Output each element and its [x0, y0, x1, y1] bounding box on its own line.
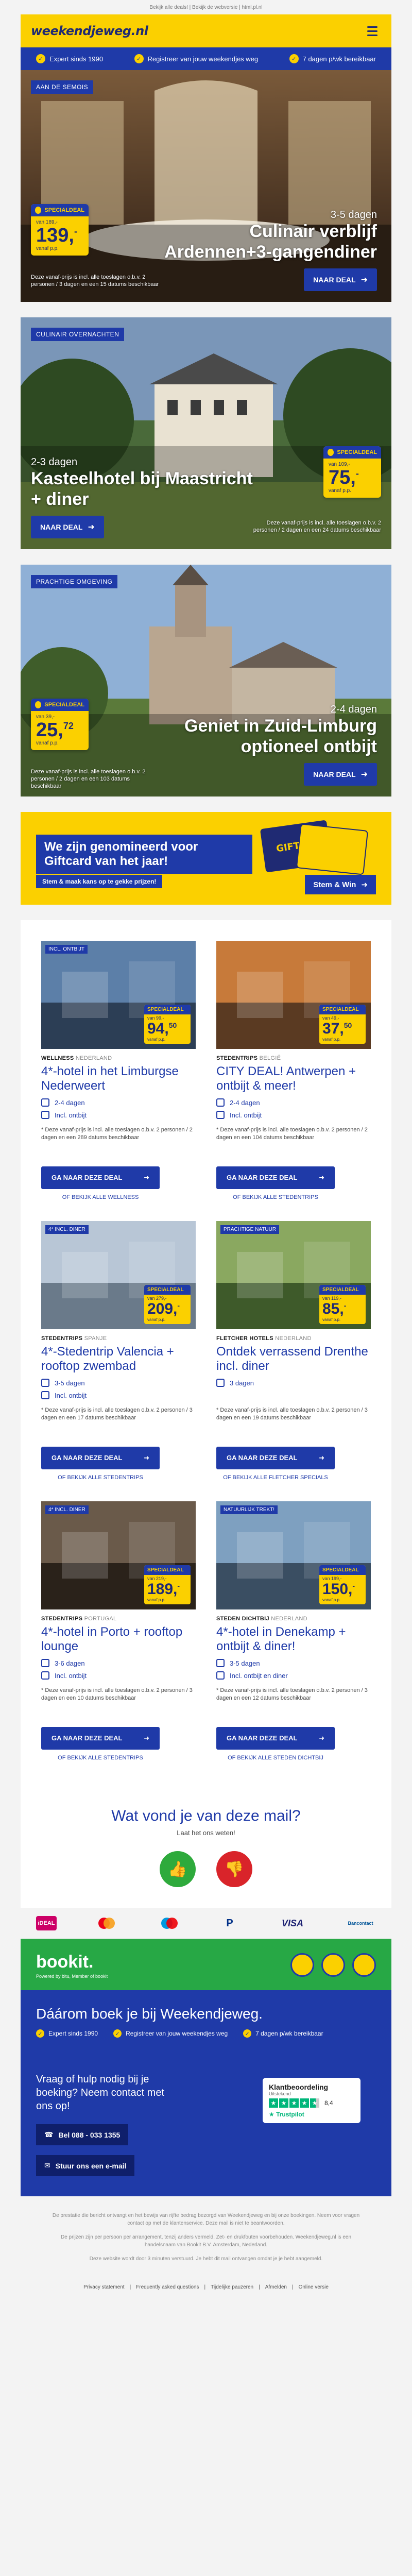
deal-row: [41, 1501, 371, 1761]
deal-image: [216, 1221, 371, 1329]
usp-bar: [21, 47, 391, 70]
payment-methods: [21, 1908, 391, 1939]
specialdeal-label: SPECIALDEAL: [31, 204, 89, 216]
go-to-deal-button[interactable]: GA NAAR DEZE DEAL ➜: [41, 1166, 160, 1189]
specialdeal-label: SPECIALDEAL: [31, 699, 89, 711]
check-icon: ✓: [243, 2029, 251, 2038]
bookit-logo: bookit.: [36, 1952, 94, 1972]
deal-image: [21, 565, 391, 796]
price-badge: [31, 204, 89, 256]
deal-tag: 4* INCL. DINER: [45, 1505, 89, 1514]
usp-item: [134, 54, 259, 63]
price-badge: [319, 1005, 366, 1044]
giftcard-subline: Stem & maak kans op te gekke prijzen!: [36, 875, 162, 888]
deal-card[interactable]: [216, 941, 371, 1200]
deal-button[interactable]: NAAR DEAL ➜: [304, 268, 377, 291]
deal-fine-print: * Deze vanaf-prijs is incl. alle toeslagen o.b.v. 2 personen / 2 dagen en een 289 datums beschikbaar: [41, 1127, 193, 1141]
legal-paragraph: Deze website wordt door 3 minuten verstuurd. Je hebt dit mail ontvangen omdat je je hebt aangemeld.: [89, 2256, 323, 2262]
footer-link[interactable]: Privacy statement: [83, 2284, 125, 2290]
help-text: Vraag of hulp nodig bij je boeking? Neem contact met ons op!: [36, 2074, 165, 2112]
deal-tag: INCL. ONTBIJT: [45, 945, 88, 954]
old-price: van 199,-: [322, 1576, 342, 1581]
price-badge: [323, 446, 381, 498]
legal-text: [21, 2196, 391, 2279]
calendar-icon: [216, 1659, 225, 1667]
price-badge: [319, 1565, 366, 1604]
usp-item: [289, 54, 376, 63]
deal-category: STEDEN DICHTBIJ NEDERLAND: [216, 1616, 307, 1622]
deal-category: STEDENTRIPS BELGIË: [216, 1055, 281, 1061]
deal-feature: 2-4 dagen: [41, 1098, 196, 1107]
deal-tag: PRACHTIGE OMGEVING: [31, 575, 117, 588]
trustpilot-logo: ★ Trustpilot: [269, 2111, 304, 2118]
call-button[interactable]: ☎ Bel 088 - 033 1355: [36, 2124, 128, 2145]
deal-category: STEDENTRIPS PORTUGAL: [41, 1616, 117, 1622]
arrow-right-icon: ➜: [360, 770, 368, 779]
deal-image: [216, 1501, 371, 1609]
specialdeal-label: SPECIALDEAL: [323, 446, 381, 459]
price-amount: 209,-: [147, 1300, 180, 1317]
deal-tag: AAN DE SEMOIS: [31, 80, 93, 94]
go-to-deal-button[interactable]: GA NAAR DEZE DEAL ➜: [216, 1727, 335, 1750]
price-per-person: vanaf p.p.: [329, 488, 351, 494]
footer-link[interactable]: Frequently asked questions: [136, 2284, 199, 2290]
deal-feature: Incl. ontbijt: [41, 1111, 196, 1119]
usp-label: Expert sinds 1990: [49, 55, 104, 63]
go-to-deal-button[interactable]: GA NAAR DEZE DEAL ➜: [216, 1166, 335, 1189]
award-badge-icon: [321, 1953, 345, 1977]
review-title: Klantbeoordeling: [269, 2083, 329, 2091]
giftcard-headline: We zijn genomineerd voor Giftcard van het jaar!: [36, 835, 252, 874]
check-icon: ✓: [36, 54, 45, 63]
deal-tag: PRACHTIGE NATUUR: [220, 1225, 279, 1234]
deal-image: [216, 941, 371, 1049]
deal-note: Deze vanaf-prijs is incl. alle toeslagen o.b.v. 2 personen / 2 dagen en een 24 datums beschikbaar: [253, 520, 381, 533]
deal-image: [41, 1221, 196, 1329]
price-per-person: vanaf p.p.: [147, 1598, 166, 1602]
deal-row: [41, 941, 371, 1200]
star-icon: ★: [289, 2098, 299, 2108]
deal-category: STEDENTRIPS SPANJE: [41, 1335, 107, 1342]
arrow-right-icon: ➜: [144, 1734, 149, 1742]
deal-feature: Incl. ontbijt: [41, 1391, 196, 1399]
deal-copy: [161, 704, 377, 757]
usp-label: Registreer van jouw weekendjes weg: [147, 55, 259, 63]
deal-tag: 4* INCL. DINER: [45, 1225, 89, 1234]
giftcard-card-text: GIFT CARD: [275, 836, 333, 855]
calendar-icon: [216, 1379, 225, 1387]
thumbs-up-icon[interactable]: 👍: [160, 1851, 196, 1887]
preheader[interactable]: Bekijk alle deals! | Bekijk de webversie | html.pl.nl: [0, 0, 412, 14]
meal-icon: [41, 1111, 49, 1119]
star-icon: ★: [279, 2098, 288, 2108]
specialdeal-label: SPECIALDEAL: [144, 1565, 191, 1575]
deal-duration: 2-4 dagen: [330, 704, 377, 715]
deal-title[interactable]: CITY DEAL! Antwerpen + ontbijt & meer!: [216, 1064, 356, 1093]
check-icon: ✓: [113, 2029, 122, 2038]
thumbs-down-icon[interactable]: 👎: [216, 1851, 252, 1887]
deal-image: [21, 317, 391, 549]
specialdeal-label: SPECIALDEAL: [144, 1005, 191, 1014]
deal-feature: 3-6 dagen: [41, 1659, 196, 1667]
meal-icon: [41, 1391, 49, 1399]
deal-feature: 3-5 dagen: [41, 1379, 196, 1387]
badge-icon: [35, 701, 41, 708]
price-per-person: vanaf p.p.: [147, 1037, 166, 1042]
go-to-deal-button[interactable]: GA NAAR DEZE DEAL ➜: [216, 1447, 335, 1469]
arrow-right-icon: ➜: [144, 1174, 149, 1181]
deal-feature: Incl. ontbijt: [41, 1671, 196, 1680]
deal-title: Kasteelhotel bij Maastricht + diner: [31, 469, 253, 509]
deal-title[interactable]: Ontdek verrassend Drenthe incl. diner: [216, 1345, 368, 1373]
trustpilot-widget[interactable]: [263, 2078, 360, 2123]
arrow-right-icon: ➜: [319, 1454, 324, 1462]
deal-copy: [161, 209, 377, 262]
giftcard-banner[interactable]: [21, 812, 391, 905]
menu-icon[interactable]: [364, 22, 381, 40]
meal-icon: [216, 1671, 225, 1680]
old-price: van 279,-: [147, 1296, 167, 1301]
price-amount: 189,-: [147, 1581, 180, 1598]
old-price: van 109,-: [329, 462, 350, 467]
bancontact-icon: Bancontact: [348, 1921, 373, 1926]
badge-icon: [328, 449, 334, 456]
bookit-banner: [21, 1939, 391, 1990]
deal-feature: 3-5 dagen: [216, 1659, 371, 1667]
award-badge-icon: [352, 1953, 376, 1977]
old-price: van 49,-: [322, 1015, 339, 1021]
old-price: van 99,-: [147, 1015, 164, 1021]
logo[interactable]: weekendjeweg.nl: [31, 24, 148, 38]
deal-duration: 2-3 dagen: [31, 456, 78, 468]
deal-category: WELLNESS NEDERLAND: [41, 1055, 112, 1061]
footer-title: Dáárom boek je bij Weekendjeweg.: [36, 2006, 263, 2022]
view-all-link[interactable]: OF BEKIJK ALLE WELLNESS: [62, 1194, 139, 1200]
price-per-person: vanaf p.p.: [36, 246, 59, 251]
old-price: van 189,-: [36, 219, 58, 225]
footer-link[interactable]: Tijdelijke pauzeren: [211, 2284, 254, 2290]
old-price: van 39,-: [36, 714, 55, 720]
price-badge: [144, 1285, 191, 1324]
arrow-right-icon: ➜: [361, 880, 368, 889]
footer-link[interactable]: Online versie: [298, 2284, 329, 2290]
hero-deal[interactable]: [21, 317, 391, 549]
footer-links: Privacy statement | Frequently asked questions | Tijdelijke pauzeren | Afmelden | Online versie: [83, 2284, 329, 2290]
deal-title[interactable]: 4*-hotel in het Limburgse Nederweert: [41, 1064, 179, 1093]
price-amount: 85,-: [322, 1300, 347, 1317]
mastercard-icon: [94, 1916, 119, 1930]
usp-item: ✓ Expert sinds 1990: [36, 2029, 98, 2038]
deal-image: [41, 1501, 196, 1609]
price-badge: [319, 1285, 366, 1324]
deal-feature: Incl. ontbijt en diner: [216, 1671, 371, 1680]
view-all-link[interactable]: OF BEKIJK ALLE STEDENTRIPS: [233, 1194, 318, 1200]
maestro-icon: [157, 1916, 182, 1930]
deal-button[interactable]: NAAR DEAL ➜: [304, 763, 377, 786]
price-badge: [144, 1005, 191, 1044]
deal-feature: 2-4 dagen: [216, 1098, 371, 1107]
deal-fine-print: * Deze vanaf-prijs is incl. alle toeslagen o.b.v. 2 personen / 3 dagen en een 19 datums beschikbaar: [216, 1407, 368, 1421]
vote-button[interactable]: Stem & Win ➜: [305, 875, 376, 894]
price-amount: 37,50: [322, 1020, 352, 1037]
price-amount: 25,72: [36, 719, 74, 741]
bookit-subline: Powered by bitu, Member of bookit: [36, 1974, 108, 1979]
star-icon: ★: [269, 2098, 278, 2108]
ideal-icon: iDEAL: [36, 1916, 57, 1930]
meal-icon: [41, 1671, 49, 1680]
footer-link[interactable]: Afmelden: [265, 2284, 287, 2290]
price-badge: [31, 699, 89, 750]
feedback-section: [21, 1792, 391, 1908]
deal-card[interactable]: [41, 1501, 196, 1761]
deal-button[interactable]: NAAR DEAL ➜: [31, 516, 104, 538]
mail-icon: ✉: [44, 2161, 50, 2170]
price-per-person: vanaf p.p.: [147, 1317, 166, 1322]
feedback-title: Wat vond je van deze mail?: [111, 1807, 301, 1824]
deal-title: Geniet in Zuid-Limburg optioneel ontbijt: [184, 716, 377, 756]
hero-deal[interactable]: [21, 565, 391, 796]
deal-row: [41, 1221, 371, 1481]
deal-fine-print: * Deze vanaf-prijs is incl. alle toeslagen o.b.v. 2 personen / 3 dagen en een 10 datums beschikbaar: [41, 1687, 193, 1701]
deal-note: Deze vanaf-prijs is incl. alle toeslagen o.b.v. 2 personen / 3 dagen en een 15 datums beschikbaar: [31, 274, 159, 287]
calendar-icon: [41, 1379, 49, 1387]
usp-label: 7 dagen p/wk bereikbaar: [302, 55, 376, 63]
footer-contact: [21, 1990, 391, 2196]
review-subtitle: Uitstekend: [269, 2091, 291, 2096]
deal-copy: [31, 456, 268, 510]
star-icon: ★: [300, 2098, 309, 2108]
arrow-right-icon: ➜: [319, 1734, 324, 1742]
phone-icon: ☎: [44, 2130, 54, 2139]
badge-icon: [35, 207, 41, 214]
deal-card[interactable]: [41, 941, 196, 1200]
view-all-link[interactable]: OF BEKIJK ALLE STEDEN DICHTBIJ: [228, 1755, 323, 1761]
arrow-right-icon: ➜: [360, 276, 368, 284]
price-amount: 139,-: [36, 225, 77, 246]
deal-title: Culinair verblijf Ardennen+3-gangendiner: [164, 222, 377, 262]
deal-fine-print: * Deze vanaf-prijs is incl. alle toeslagen o.b.v. 2 personen / 3 dagen en een 12 datums beschikbaar: [216, 1687, 368, 1701]
deal-title[interactable]: 4*-Stedentrip Valencia + rooftop zwembad: [41, 1345, 174, 1373]
deal-category: FLETCHER HOTELS NEDERLAND: [216, 1335, 312, 1342]
deal-grid: [21, 920, 391, 1792]
price-per-person: vanaf p.p.: [322, 1037, 341, 1042]
price-amount: 94,50: [147, 1020, 177, 1037]
giftcard-image: [258, 819, 371, 876]
price-per-person: vanaf p.p.: [322, 1598, 341, 1602]
deal-card[interactable]: [216, 1501, 371, 1761]
specialdeal-label: SPECIALDEAL: [319, 1285, 366, 1295]
price-amount: 75,-: [329, 467, 359, 488]
price-per-person: vanaf p.p.: [322, 1317, 341, 1322]
calendar-icon: [41, 1659, 49, 1667]
specialdeal-label: SPECIALDEAL: [319, 1005, 366, 1014]
deal-title[interactable]: 4*-hotel in Porto + rooftop lounge: [41, 1625, 183, 1653]
specialdeal-label: SPECIALDEAL: [319, 1565, 366, 1575]
review-score: 8,4: [324, 2099, 333, 2107]
view-all-link[interactable]: OF BEKIJK ALLE STEDENTRIPS: [58, 1755, 143, 1761]
usp-item: [36, 54, 103, 63]
specialdeal-label: SPECIALDEAL: [144, 1285, 191, 1295]
legal-paragraph: De prijzen zijn per persoon per arrangement, tenzij anders vermeld. Zet- en drukfouten voorbehouden. Weekendjeweg.nl is een handelsnaam van Bookit B.V. Amsterdam, Nederland.: [60, 2234, 352, 2248]
deal-tag: CULINAIR OVERNACHTEN: [31, 328, 124, 341]
arrow-right-icon: ➜: [88, 523, 95, 532]
view-all-link[interactable]: OF BEKIJK ALLE FLETCHER SPECIALS: [223, 1475, 328, 1481]
deal-card[interactable]: [216, 1221, 371, 1481]
deal-note: Deze vanaf-prijs is incl. alle toeslagen o.b.v. 2 personen / 2 dagen en een 103 datums beschikbaar: [31, 769, 146, 789]
email-button[interactable]: ✉ Stuur ons een e-mail: [36, 2155, 134, 2176]
deal-fine-print: * Deze vanaf-prijs is incl. alle toeslagen o.b.v. 2 personen / 2 dagen en een 104 datums beschikbaar: [216, 1127, 368, 1141]
old-price: van 219,-: [147, 1576, 167, 1581]
go-to-deal-button[interactable]: GA NAAR DEZE DEAL ➜: [41, 1447, 160, 1469]
calendar-icon: [216, 1098, 225, 1107]
meal-icon: [216, 1111, 225, 1119]
usp-item: ✓ Registreer van jouw weekendjes weg: [113, 2029, 228, 2038]
check-icon: ✓: [134, 54, 144, 63]
deal-duration: 3-5 dagen: [330, 209, 377, 221]
arrow-right-icon: ➜: [144, 1454, 149, 1462]
price-badge: [144, 1565, 191, 1604]
deal-feature: Incl. ontbijt: [216, 1111, 371, 1119]
deal-image: [21, 70, 391, 302]
rating-stars: [269, 2098, 354, 2108]
price-amount: 150,-: [322, 1581, 355, 1598]
arrow-right-icon: ➜: [319, 1174, 324, 1181]
paypal-icon: P: [226, 1917, 233, 1929]
price-per-person: vanaf p.p.: [36, 740, 59, 746]
hero-deal[interactable]: [21, 70, 391, 302]
deal-image: [41, 941, 196, 1049]
check-icon: ✓: [289, 54, 299, 63]
deal-card[interactable]: [41, 1221, 196, 1481]
visa-icon: VISA: [281, 1918, 303, 1928]
star-icon: ★: [310, 2098, 319, 2108]
award-badge-icon: [290, 1953, 314, 1977]
usp-item: ✓ 7 dagen p/wk bereikbaar: [243, 2029, 323, 2038]
go-to-deal-button[interactable]: GA NAAR DEZE DEAL ➜: [41, 1727, 160, 1750]
check-icon: ✓: [36, 2029, 44, 2038]
header: [21, 14, 391, 47]
deal-tag: NATUURLIJK TREKT!: [220, 1505, 278, 1514]
legal-paragraph: De prestatie die bericht ontvangt en het bewijs van rijfte bedrag bezorgd van Weekendjeweg en bij onze boekingen. Neem voor vragen contact op met de klantenservice. Deze mail is niet te beantwoorden.: [52, 2213, 360, 2226]
calendar-icon: [41, 1098, 49, 1107]
old-price: van 119,-: [322, 1296, 341, 1301]
deal-fine-print: * Deze vanaf-prijs is incl. alle toeslagen o.b.v. 2 personen / 3 dagen en een 17 datums beschikbaar: [41, 1407, 193, 1421]
deal-title[interactable]: 4*-hotel in Denekamp + ontbijt & diner!: [216, 1625, 346, 1653]
feedback-subtitle: Laat het ons weten!: [177, 1829, 235, 1837]
deal-feature: 3 dagen: [216, 1379, 371, 1387]
view-all-link[interactable]: OF BEKIJK ALLE STEDENTRIPS: [58, 1475, 143, 1481]
